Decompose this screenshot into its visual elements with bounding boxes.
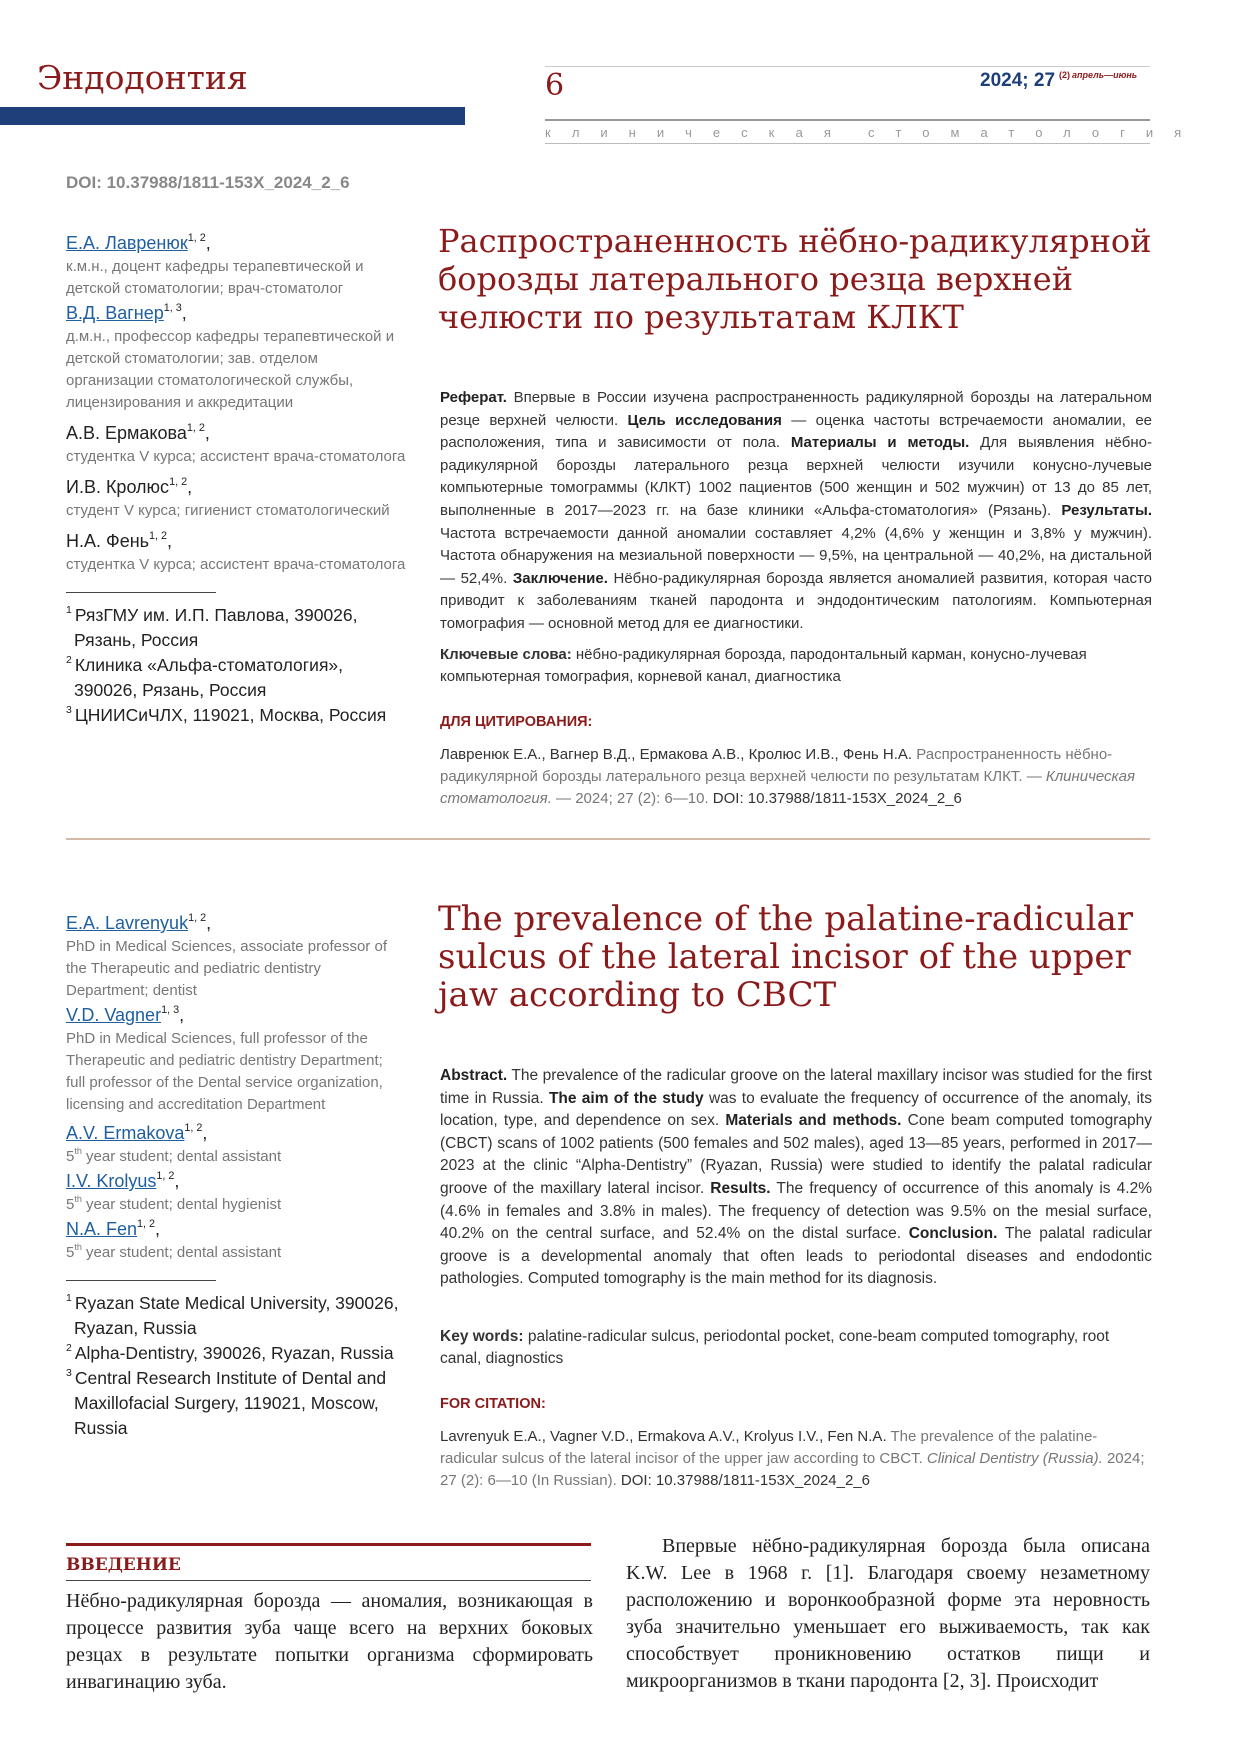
author-affiliation-marks: 1, 2	[186, 421, 205, 434]
intro-rule	[66, 1543, 591, 1546]
abstract-label: Materials and methods.	[725, 1112, 902, 1130]
citation-details: 2024; 27 (2): 6—10 (In Russian).	[440, 1450, 1145, 1489]
abstract-label: Цель исследования	[627, 411, 782, 429]
citation-journal: Clinical Dentistry (Russia).	[926, 1450, 1103, 1467]
author-entry: E.A. Lavrenyuk$^{1, 2}$, PhD in Medical Sciences, associate professor of the Therapeutic and pediatric dentistry Department; dentist	[66, 910, 406, 1002]
abstract-label: Заключение.	[512, 569, 608, 587]
author-affiliation-marks: 1, 3	[163, 301, 182, 314]
citation-heading: FOR CITATION:	[440, 1396, 546, 1412]
citation-journal: Клиническая стоматология.	[440, 768, 1135, 807]
author-link[interactable]: I.V. Krolyus	[66, 1171, 157, 1191]
citation-heading: ДЛЯ ЦИТИРОВАНИЯ:	[440, 714, 593, 730]
author-affiliation-marks: 1, 2	[137, 1217, 156, 1230]
intro-paragraph-left: Нёбно-радикулярная борозда — аномалия, возникающая в процессе развития зуба чаще всего на верхних боковых резцах в результате попытки организма сформировать инвагинацию зуба.	[66, 1590, 593, 1693]
doi[interactable]: DOI: 10.37988/1811-153X_2024_2_6	[66, 173, 350, 192]
citation-details: — 2024; 27 (2): 6—10.	[551, 790, 713, 807]
affiliation-divider	[66, 1280, 216, 1281]
abstract-text: The palatal radicular groove is a developmental anomaly that often leads to periodontal diseases and endodontic pathologies. Computed tomography is the main method for its diagnosis.	[440, 1225, 1153, 1288]
author-entry: И.В. Кролюс$^{1, 2}$, студент V курса; гигиенист стоматологический	[66, 474, 406, 522]
author-description: д.м.н., профессор кафедры терапевтической и детской стоматологии; зав. отделом организации стоматологической службы, лицензирования и аккредитации	[66, 328, 395, 411]
author-affiliation-marks: 1, 2	[188, 911, 207, 924]
author-name: Н.А. Фень	[66, 531, 150, 551]
abstract-label: Результаты.	[1061, 501, 1152, 519]
citation-title: Распространенность нёбно-радикулярной борозды латерального резца верхней челюсти по результатам КЛКТ. —	[440, 746, 1113, 785]
affiliation	[66, 1291, 406, 1341]
abstract-label: Материалы и методы.	[790, 434, 970, 452]
author-link[interactable]: N.A. Fen	[66, 1219, 138, 1239]
citation-ru	[440, 744, 1152, 810]
abstract-text: Впервые в России изучена распространенность радикулярной борозды на латеральном резце верхней челюсти.	[440, 389, 1152, 429]
affiliation-number: 3	[66, 704, 72, 717]
keywords-label: Ключевые слова:	[440, 646, 572, 663]
affiliation-number: 2	[66, 654, 72, 667]
keywords-text: palatine-radicular sulcus, periodontal pocket, cone-beam computed tomography, root canal, diagnostics	[440, 1328, 1110, 1367]
issue-number: (2)	[1059, 70, 1071, 80]
en-author-list	[66, 910, 406, 1441]
header-bar	[0, 107, 465, 125]
author-entry: V.D. Vagner$^{1, 3}$, PhD in Medical Sciences, full professor of the Therapeutic and pediatric dentistry Department; full professor of the Dental service organization, licensing and accreditation Department	[66, 1002, 406, 1116]
ordinal-suffix: th	[74, 1146, 82, 1157]
author-entry: A.V. Ermakova$^{1, 2}$, 5th year student; dental assistant	[66, 1120, 406, 1168]
author-entry: А.В. Ермакова$^{1, 2}$, студентка V курса; ассистент врача-стоматолога	[66, 420, 406, 468]
author-role: year student; dental hygienist	[81, 1196, 282, 1213]
citation-doi[interactable]: DOI: 10.37988/1811-153X_2024_2_6	[620, 1472, 871, 1489]
affiliation-number: 2	[66, 1342, 72, 1355]
affiliation-text: ЦНИИСиЧЛХ, 119021, Москва, Россия	[74, 705, 387, 725]
affiliation-number: 1	[66, 604, 72, 617]
abstract-text: Для выявления нёбно-радикулярной борозды латерального резца верхней челюсти изучили конусно-лучевые компьютерные томограммы (КЛКТ) 1002 пациентов (500 женщин и 502 мужчин) от 13 до 85 лет, выполненные в 2017—2023 гг. на базе клиники «Альфа-стоматология» (Рязань).	[440, 434, 1152, 519]
author-entry: В.Д. Вагнер$^{1, 3}$, д.м.н., профессор кафедры терапевтической и детской стоматологии; зав. отделом организации стоматологической службы, лицензирования и аккредитации	[66, 300, 406, 414]
affiliation	[66, 703, 406, 728]
author-entry: Е.А. Лавренюк$^{1, 2}$, к.м.н., доцент кафедры терапевтической и детской стоматологии; врач-стоматолог	[66, 230, 406, 300]
affiliation-text: Alpha-Dentistry, 390026, Ryazan, Russia	[74, 1343, 394, 1363]
author-affiliation-marks: 1, 2	[149, 529, 168, 542]
affiliation-text: РязГМУ им. И.П. Павлова, 390026, Рязань, Россия	[74, 605, 358, 650]
affiliation-number: 3	[66, 1367, 72, 1380]
abstract-text: Частота встречаемости данной аномалии составляет 4,2% (4,6% у женщин и 3,8% у мужчин). Частота обнаружения на мезиальной поверхности — 9,5%, на центральной — 40,2%, на дистальной — 52,4%.	[440, 524, 1152, 587]
affiliation	[66, 653, 406, 703]
author-affiliation-marks: 1, 2	[184, 1121, 203, 1134]
abstract-label: Abstract.	[440, 1067, 508, 1084]
affiliation-text: Клиника «Альфа-стоматология», 390026, Рязань, Россия	[74, 655, 344, 700]
author-role: year student; dental assistant	[81, 1148, 282, 1165]
author-description: студентка V курса; ассистент врача-стоматолога	[66, 556, 406, 573]
author-affiliation-marks: 1, 3	[161, 1003, 180, 1016]
intro-paragraph-right: Впервые нёбно-радикулярная борозда была описана K.W. Lee в 1968 г. [1]. Благодаря своему незаметному расположению и воронкообразной форме эта неровность зуба значительно уменьшает его выживаемость, так как способствует проникновению остатков пищи и микроорганизмов в ткани пародонта [2, 3]. Происходит	[626, 1535, 1150, 1692]
citation-doi[interactable]: DOI: 10.37988/1811-153X_2024_2_6	[712, 790, 962, 807]
intro-heading: ВВЕДЕНИЕ	[66, 1555, 181, 1575]
keywords-text: нёбно-радикулярная борозда, пародонтальный карман, конусно-лучевая компьютерная томография, корневой канал, диагностика	[440, 646, 1087, 685]
author-description	[66, 1194, 406, 1216]
author-affiliation-marks: 1, 2	[156, 1169, 175, 1182]
ordinal-suffix: th	[74, 1242, 82, 1253]
year-number: 5	[66, 1244, 75, 1261]
author-name: А.В. Ермакова	[66, 423, 187, 443]
abstract-text: Cone beam computed tomography (CBCT) scans of 1002 patients (500 females and 502 males), aged 13—85 years, performed in 2017—2023 at the clinic “Alpha-Dentistry” (Ryazan, Russia) were studied to identify the palatal radicular groove of the maxillary lateral incisor.	[440, 1112, 1152, 1197]
affiliation	[66, 1366, 406, 1441]
affiliation	[66, 603, 406, 653]
abstract-label: Реферат.	[440, 389, 507, 406]
issue-info	[980, 70, 1137, 92]
citation-title: The prevalence of the palatine-radicular sulcus of the lateral incisor of the upper jaw according to CBCT.	[440, 1428, 1098, 1467]
affiliation-text: Ryazan State Medical University, 390026, Ryazan, Russia	[74, 1293, 399, 1338]
abstract-text: — оценка частоты встречаемости аномалии, ее расположения, типа и зависимости от пола.	[440, 411, 1153, 452]
citation-en	[440, 1426, 1152, 1492]
author-link[interactable]: A.V. Ermakova	[66, 1123, 185, 1143]
article-title-en: The prevalence of the palatine-radicular sulcus of the lateral incisor of the upper jaw according to CBCT	[438, 899, 1134, 1015]
author-description: PhD in Medical Sciences, full professor of the Therapeutic and pediatric dentistry Department; full professor of the Dental service organization, licensing and accreditation Department	[66, 1030, 383, 1113]
abstract-en	[440, 1065, 1152, 1291]
journal-name-part2: стоматология	[868, 125, 1203, 140]
citation-authors: Лавренюк Е.А., Вагнер В.Д., Ермакова А.В., Кролюс И.В., Фень Н.А.	[440, 746, 913, 763]
keywords-ru	[440, 644, 1152, 688]
ordinal-suffix: th	[74, 1194, 82, 1205]
abstract-text: was to evaluate the frequency of occurrence of the anomaly, its location, type, and dependence on sex.	[440, 1089, 1152, 1130]
affiliation-divider	[66, 592, 216, 593]
section-divider	[66, 838, 1150, 840]
author-link[interactable]: V.D. Vagner	[66, 1005, 162, 1025]
journal-name-part1: клиническая	[545, 125, 852, 140]
author-description: к.м.н., доцент кафедры терапевтической и детской стоматологии; врач-стоматолог	[66, 258, 364, 297]
author-description: студентка V курса; ассистент врача-стоматолога	[66, 448, 406, 465]
author-affiliation-marks: 1, 2	[169, 475, 188, 488]
keywords-en	[440, 1326, 1152, 1370]
author-description: студент V курса; гигиенист стоматологический	[66, 502, 390, 519]
ru-author-list	[66, 230, 406, 728]
affiliation-number: 1	[66, 1292, 72, 1305]
author-entry: Н.А. Фень$^{1, 2}$, студентка V курса; ассистент врача-стоматолога	[66, 528, 406, 576]
page-number: 6	[545, 68, 565, 103]
author-entry: N.A. Fen$^{1, 2}$, 5th year student; dental assistant	[66, 1216, 406, 1264]
abstract-label: Conclusion.	[908, 1225, 998, 1243]
abstract-text: Нёбно-радикулярная борозда является аномалией развития, которая часто приводит к заболеваниям тканей пародонта и эндодонтическим патологиям. Компьютерная томография — основной метод для ее диагностики.	[440, 569, 1152, 632]
intro-rule	[66, 1580, 591, 1581]
keywords-label: Key words:	[440, 1328, 524, 1345]
author-description	[66, 1242, 406, 1264]
header-rule	[545, 119, 1150, 121]
affiliation-text: Central Research Institute of Dental and Maxillofacial Surgery, 119021, Moscow, Russia	[74, 1368, 387, 1438]
author-description: PhD in Medical Sciences, associate professor of the Therapeutic and pediatric dentistry Department; dentist	[66, 938, 387, 999]
year-number: 5	[66, 1196, 75, 1213]
author-name: И.В. Кролюс	[66, 477, 170, 497]
abstract-label: Results.	[710, 1179, 771, 1197]
header-rule	[545, 143, 1150, 144]
abstract-text: The frequency of occurrence of this anomaly is 4.2% (4.6% in females and 3.8% in males). The frequency of detection was 9.5% on the mesial surface, 40.2% on the central surface, and 52.4% on the distal surface.	[440, 1179, 1153, 1243]
citation-authors: Lavrenyuk E.A., Vagner V.D., Ermakova A.V., Krolyus I.V., Fen N.A.	[440, 1428, 887, 1445]
affiliation	[66, 1341, 406, 1366]
issue-months: апрель—июнь	[1072, 70, 1138, 80]
header-rule	[545, 66, 1150, 67]
author-description	[66, 1146, 406, 1168]
issue-year-volume: 2024; 27	[980, 70, 1056, 91]
abstract-ru	[440, 387, 1152, 636]
author-entry: I.V. Krolyus$^{1, 2}$, 5th year student; dental hygienist	[66, 1168, 406, 1216]
article-title-ru: Распространенность нёбно-радикулярной борозды латерального резца верхней челюсти по результатам КЛКТ	[438, 222, 1152, 336]
section-title: Эндодонтия	[37, 58, 248, 97]
abstract-label: The aim of the study	[548, 1089, 704, 1107]
author-link[interactable]: Е.А. Лавренюк	[66, 233, 188, 253]
author-affiliation-marks: 1, 2	[187, 231, 206, 244]
abstract-text: The prevalence of the radicular groove on the lateral maxillary incisor was studied for the first time in Russia.	[440, 1067, 1152, 1107]
author-link[interactable]: В.Д. Вагнер	[66, 303, 164, 323]
author-link[interactable]: E.A. Lavrenyuk	[66, 913, 189, 933]
author-role: year student; dental assistant	[81, 1244, 282, 1261]
year-number: 5	[66, 1148, 75, 1165]
